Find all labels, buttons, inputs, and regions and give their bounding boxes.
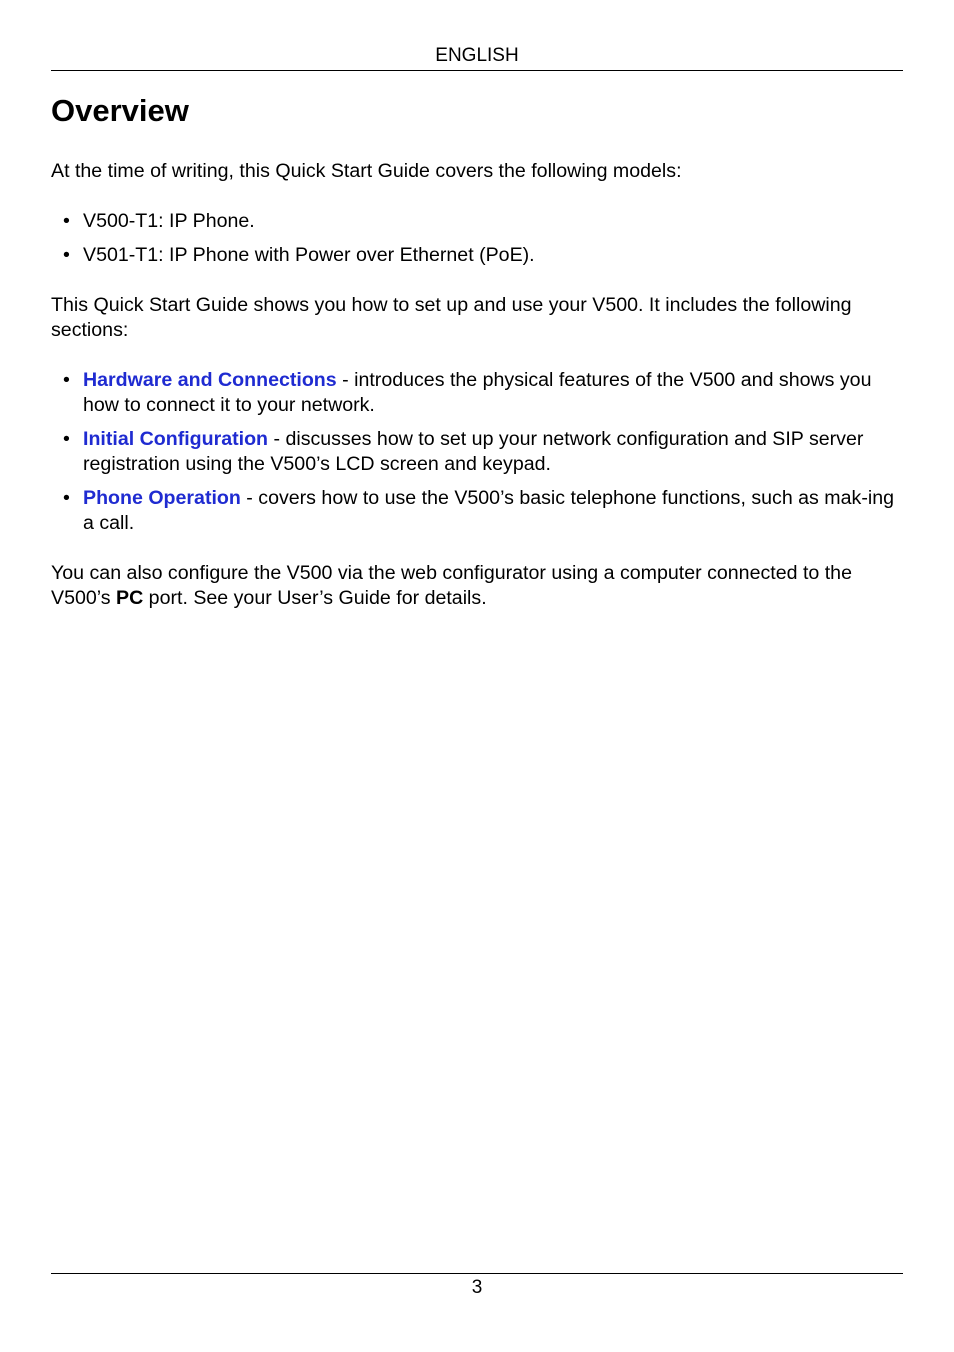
phone-operation-link[interactable]: Phone Operation [83,487,241,509]
list-item [51,368,903,418]
initial-configuration-link[interactable]: Initial Configuration [83,428,269,450]
page-title: Overview [51,93,189,128]
bullet-icon: • [63,210,70,232]
web-config-text-end: port. See your User’s Guide for details. [143,587,487,609]
bullet-icon: • [63,369,70,391]
header-rule [51,70,903,71]
bullet-icon: • [63,244,70,266]
pc-port-label: PC [116,587,144,609]
model-text: V500-T1: IP Phone. [83,210,255,232]
header-language-label: ENGLISH [435,45,519,66]
bullet-icon: • [63,428,70,450]
section-description: - introduces the physical features of the V500 and shows you how to connect it to your network. [83,369,872,416]
list-item [51,243,903,268]
sections-list [51,368,903,545]
list-item [51,427,903,477]
web-config-paragraph [51,561,903,611]
section-description: - discusses how to set up your network configuration and SIP server registration using the V500’s LCD screen and keypad. [83,428,864,475]
web-config-text: You can also configure the V500 via the web configurator using a computer connected to the V500’s [51,562,852,609]
page-number: 3 [471,1277,483,1298]
footer-rule [51,1273,903,1274]
model-text: V501-T1: IP Phone with Power over Ethernet (PoE). [83,244,535,266]
sections-intro-paragraph: This Quick Start Guide shows you how to set up and use your V500. It includes the following sections: [51,294,852,341]
list-item [51,486,903,536]
bullet-icon: • [63,487,70,509]
section-description: - covers how to use the V500’s basic telephone functions, such as mak-ing a call. [83,487,894,534]
list-item [51,209,903,234]
hardware-connections-link[interactable]: Hardware and Connections [83,369,337,391]
models-list [51,209,903,277]
intro-paragraph: At the time of writing, this Quick Start Guide covers the following models: [51,160,682,182]
